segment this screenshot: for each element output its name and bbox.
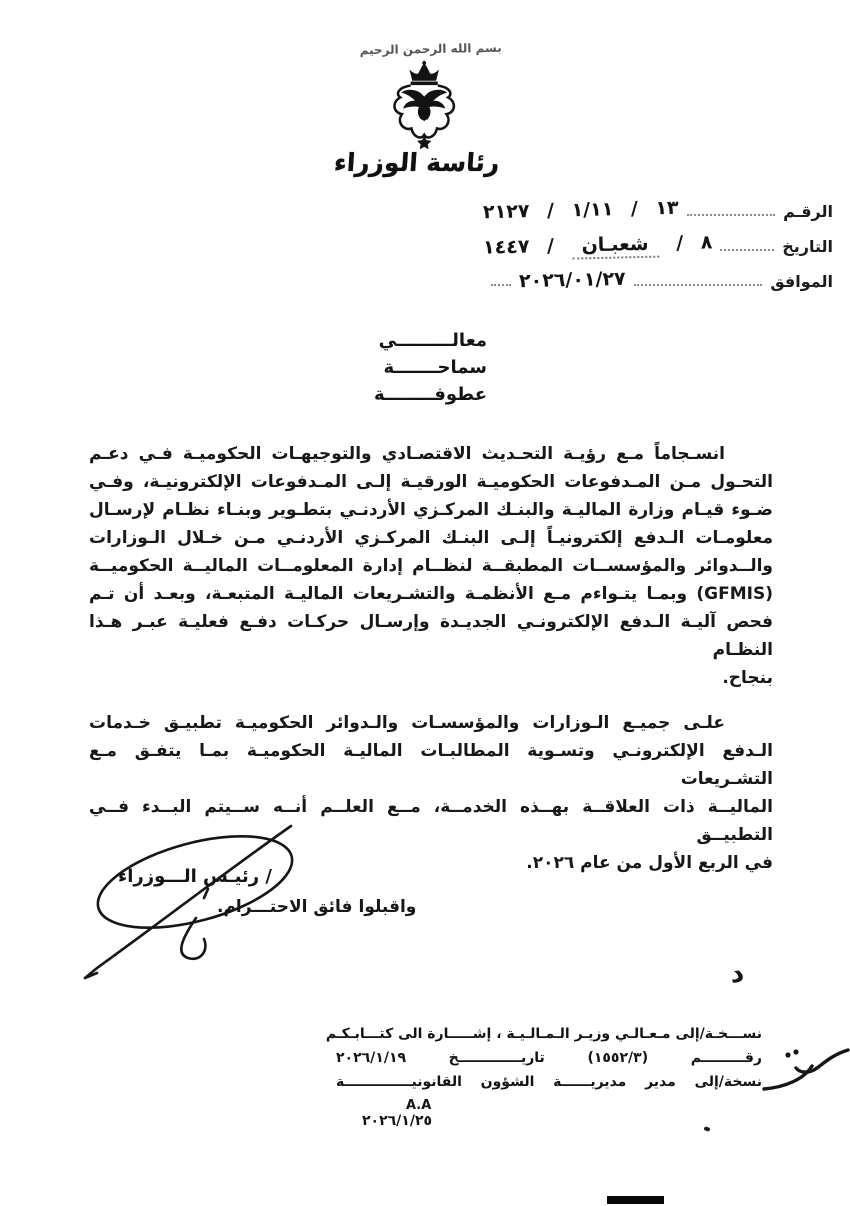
hijri-day: ٨ / [675,231,713,255]
cc-line-finance-minister: نســـخـة/إلى مـعـالـي وزيـر الـمـالـيـة ، إشـــــارة الى كتـــابـكـم [325,1026,762,1042]
body-line: معلومـات الـدفع إلكترونيـاً إلـى البنـك المركـزي الأردنـي مـن خـلال الـوزارات [89,528,773,548]
reference-block [482,196,833,304]
dotted-leader [634,284,763,286]
ink-speck [703,1126,710,1132]
body-line: في الربع الأول من عام ٢٠٢٦. [526,853,773,873]
gregorian-date-row [483,269,833,291]
signatory-title: / رئيـس الـــوزراء [118,866,272,887]
dotted-leader [491,284,511,286]
body-line: فحص آليـة الـدفع الإلكترونـي الجديـدة وإرسـال حركـات دفـع فعليـة عبـر هـذا النظـام [89,612,773,660]
closing-salutation: واقبلوا فائق الاحتـــرام. [217,897,417,917]
cc-block [325,1022,762,1129]
addressee-excellency: معالـــــــــي [378,330,487,351]
body-line: علـى جميـع الـوزارات والمؤسسـات والـدوائر الحكوميـة تطبيـق خـدمات [89,713,725,733]
hijri-date-label: التاريخ [782,237,833,256]
body-line: ضـوء قيـام وزارة الماليـة والبنـك المركـزي الأردنـي بتطـوير وبنـاء نظـام لإرسـال [89,500,773,520]
body-line: الماليــة ذات العلاقــة بهــذه الخدمــة، مــع العلــم أنــه ســيتم البــدء فــي التطبيــق [89,797,773,845]
cc-line-legal-affairs: نسخة/إلى مدير مديريــــــة الشؤون القانونيــــــــــــــة [336,1074,762,1090]
addressee-honorable: عطوفــــــــة [373,384,487,405]
body-line: الـدفع الإلكترونـي وتسـوية المطالبـات الماليـة الحكوميـة بمـا يتفـق مـع التشـريعات [89,741,773,789]
reference-number-label: الرقـم [783,202,833,221]
cc-line-letter-reference: رقـــــــــم (١٥٥٢/٣) تاريـــــــــــــخ ٢٠٢٦/١/١٩ [336,1050,762,1066]
hijri-date-value [483,231,713,258]
body-line: بنجاح. [722,668,773,688]
body-line: التحـول مـن المـدفوعات الحكوميـة الورقيـة إلـى المـدفوعات الإلكترونيـة، وفـي [89,472,773,492]
handwritten-margin-letter: د [728,957,746,990]
gregorian-date-label: الموافق [770,272,833,291]
hijri-month: شعبـان [571,233,659,260]
cc-date: ٢٠٢٦/١/٢٥ [362,1113,433,1129]
dotted-leader [720,249,774,251]
handwritten-signature [75,812,303,988]
body-line: (GFMIS) وبمـا يتـواءم مـع الأنظمـة والتشـريعات الماليـة المتبعـة، وبعـد أن تـم [89,584,773,604]
redaction-bar [607,1196,664,1204]
bismillah-calligraphy: بسم الله الرحمن الرحيم [359,40,502,58]
hijri-date-row [482,231,833,259]
addressee-block [374,327,487,408]
body-line: والــدوائر والمؤسســات المطبقــة لنظــام إدارة المعلومــات الماليــة الحكوميــة [89,556,773,576]
paragraph-1 [89,440,773,692]
dotted-leader [687,214,775,216]
gregorian-date-value: ٢٠٢٦/٠١/٢٧ [518,267,626,293]
reference-number-row [482,196,833,224]
body-line: انسـجاماً مـع رؤيـة التحـديث الاقتصـادي والتوجيهـات الحكوميـة فـي دعـم [89,444,725,464]
handwritten-scribble [758,1038,850,1104]
typist-initials: A.A [406,1098,432,1113]
hijri-year: / ١٤٤٧ [482,234,555,259]
office-name-calligraphy: رئاسة الوزراء [333,148,501,177]
royal-crest-icon [384,60,464,158]
reference-number-value: ١٣ / ١/١١ / ٢١٢٧ [482,196,679,224]
addressee-eminence: سماحـــــــة [383,357,487,378]
